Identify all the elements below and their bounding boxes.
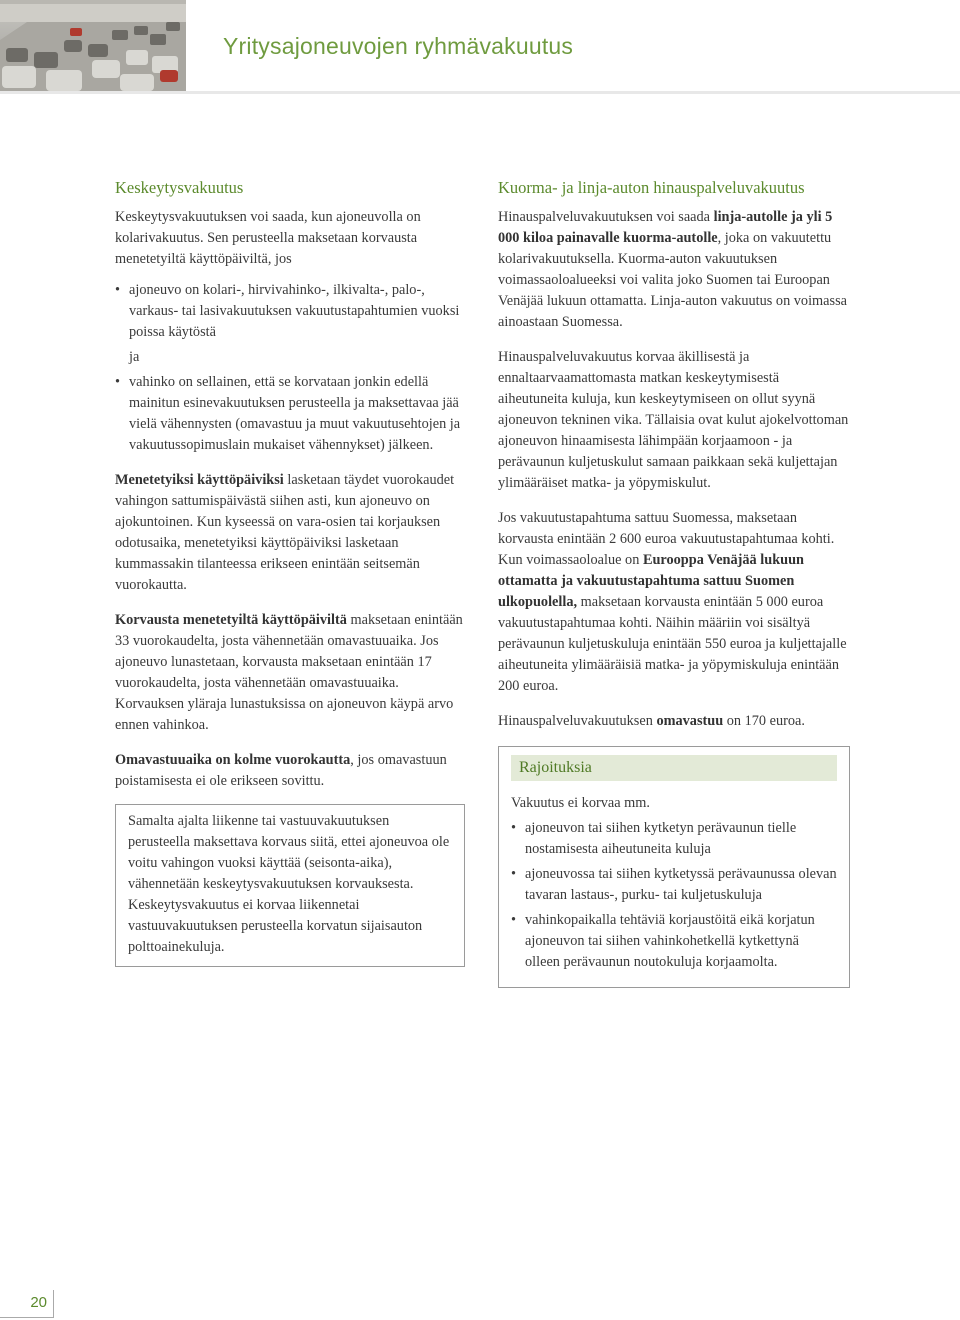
restrictions-box bbox=[498, 746, 850, 988]
paragraph-text: Jos vakuutustapahtuma sattuu Suomessa, maksetaan korvausta enintään 2 600 euroa vakuutustapahtumaa kohti. Kun voimassaoloalue on bbox=[498, 510, 835, 568]
paragraph-korvaus bbox=[115, 610, 465, 736]
left-column bbox=[115, 177, 465, 967]
paragraph-hinaus-maarat bbox=[498, 508, 850, 697]
list-item: • ajoneuvossa tai siihen kytketyssä perävaunussa olevan tavaran lastaus-, purku- tai kuljetuskuluja bbox=[511, 864, 837, 906]
section-heading-keskeytys: Keskeytysvakuutus bbox=[115, 178, 244, 197]
bold-term: Menetetyiksi käyttöpäiviksi bbox=[115, 472, 284, 488]
paragraph-hinaus-korvaa: Hinauspalveluvakuutus korvaa äkillisestä ja ennaltaarvaamattomasta matkan keskeytymisestä aiheutuneita kuluja, kun keskeytymiseen on ollut syynä ajoneuvon tekninen vika. Tällaisia ovat kulut ajokelvottoman ajoneuvon hinaamisesta lähimpään korjaamoon - ja perävaunun kuljetuskulut samaan paikkaan sekä kuljettajan ylimääräiset matka- ja yöpymiskulut. bbox=[498, 349, 849, 491]
page-header bbox=[0, 0, 960, 95]
restrictions-intro: Vakuutus ei korvaa mm. bbox=[511, 795, 650, 811]
list-item: • vahinko on sellainen, että se korvataan jonkin edellä mainitun esinevakuutuksen perusteella ja maksettavaa jää vielä vähennysten (omavastuu ja muut vakuutusehtojen ja vakuutussopimuslain mukaiset vähennykset) jälkeen. bbox=[115, 372, 465, 456]
bold-term: Omavastuuaika on kolme vuorokautta bbox=[115, 752, 351, 768]
paragraph-text: Hinauspalveluvakuutuksen bbox=[498, 713, 657, 729]
paragraph-text: , jos omavastuun poistamisesta ei ole erikseen sovittu. bbox=[115, 752, 447, 789]
page-header-title: Yritysajoneuvojen ryhmävakuutus bbox=[223, 33, 574, 59]
list-item: • vahinkopaikalla tehtäviä korjaustöitä eikä korjatun ajoneuvon tai siihen vahinkohetkellä kytkettynä olleen perävaunun noutokuluja korjaamolta. bbox=[511, 910, 837, 973]
paragraph-text: Hinauspalveluvakuutuksen voi saada bbox=[498, 209, 714, 225]
paragraph-text: maksetaan enintään 33 vuorokaudelta, josta vähennetään omavastuuaika. Jos ajoneuvo lunastetaan, korvausta maksetaan enintään 17 vuorokaudelta, josta vähennetään omavastuuaika. Korvauksen yläraja lunastuksissa on ajoneuvon käypä arvo ennen vahinkoa. bbox=[115, 612, 463, 733]
list-conjunction: ja bbox=[129, 349, 140, 365]
traffic-photo bbox=[0, 0, 186, 91]
paragraph-omavastuuaika bbox=[115, 750, 465, 792]
paragraph-text: on 170 euroa. bbox=[723, 713, 805, 729]
restrictions-list bbox=[511, 818, 837, 973]
paragraph-text: lasketaan täydet vuorokaudet vahingon sattumispäivästä siihen asti, kun ajoneuvo on ajokuntoinen. Kun kyseessä on vara-osien tai korjauksen odotusaika, menetetyiksi käyttöpäiviksi lasketaan kummassakin tilanteessa erikseen enintään seitsemän vuorokautta. bbox=[115, 472, 455, 593]
paragraph-hinaus-omavastuu bbox=[498, 711, 850, 732]
paragraph-menetetyt-paivat bbox=[115, 470, 465, 596]
condition-list-2 bbox=[115, 372, 465, 456]
paragraph-hinaus-intro bbox=[498, 207, 850, 333]
bold-term: Korvausta menetetyiltä käyttöpäiviltä bbox=[115, 612, 347, 628]
paragraph-text: maksetaan korvausta enintään 5 000 euroa vakuutustapahtumaa kohti. Näihin määriin voi sisältyä perävaunun kuljetuskuluja enintään 550 euroa ja kuljettajalle aiheutuneita ylimääräisiä matka- ja yöpymiskuluja enintään 200 euroa. bbox=[498, 594, 847, 694]
info-box: Samalta ajalta liikenne tai vastuuvakuutuksen perusteella maksettava korvaus siitä, ettei ajoneuvoa ole voitu vahingon vuoksi käyttää (seisonta-aika), vähennetään keskeytysvakuutuksen korvauksesta. Keskeytysvakuutus ei korvaa liikennetai vastuuvakuutuksen perusteella korvatun sijaisauton polttoainekuluja. bbox=[115, 804, 465, 967]
page-number: 20 bbox=[0, 1290, 54, 1318]
restrictions-title: Rajoituksia bbox=[511, 755, 837, 781]
list-item: • ajoneuvo on kolari-, hirvivahinko-, ilkivalta-, palo-, varkaus- tai lasivakuutuksen vakuutustapahtumien vuoksi poissa käytöstä bbox=[115, 280, 465, 343]
bold-term: omavastuu bbox=[656, 713, 724, 729]
paragraph-intro: Keskeytysvakuutuksen voi saada, kun ajoneuvolla on kolarivakuutus. Sen perusteella maksetaan korvausta menetetyiltä käyttöpäiviltä, jos bbox=[115, 209, 421, 267]
section-heading-hinauspalvelu: Kuorma- ja linja-auton hinauspalveluvakuutus bbox=[498, 178, 805, 197]
paragraph-text: , joka on vakuutettu kolarivakuutuksella. Kuorma-auton vakuutuksen voimassaoloalueeksi voi valita joko Suomen tai Euroopan Venäjää lukuun ottamatta. Linja-auton vakuutus on voimassa ainoastaan Suomessa. bbox=[498, 230, 847, 330]
condition-list bbox=[115, 280, 465, 343]
bold-term: Eurooppa Venäjää lukuun ottamatta ja vakuutustapahtuma sattuu Suomen ulkopuolella, bbox=[498, 552, 804, 610]
bold-term: linja-autolle ja yli 5 000 kiloa painavalle kuorma-autolle bbox=[498, 209, 833, 246]
header-divider bbox=[0, 91, 960, 94]
list-item: • ajoneuvon tai siihen kytketyn perävaunun tielle nostamisesta aiheutuneita kuluja bbox=[511, 818, 837, 860]
restrictions-body bbox=[499, 781, 849, 987]
page-number-rule bbox=[0, 1317, 54, 1318]
right-column bbox=[498, 177, 850, 988]
